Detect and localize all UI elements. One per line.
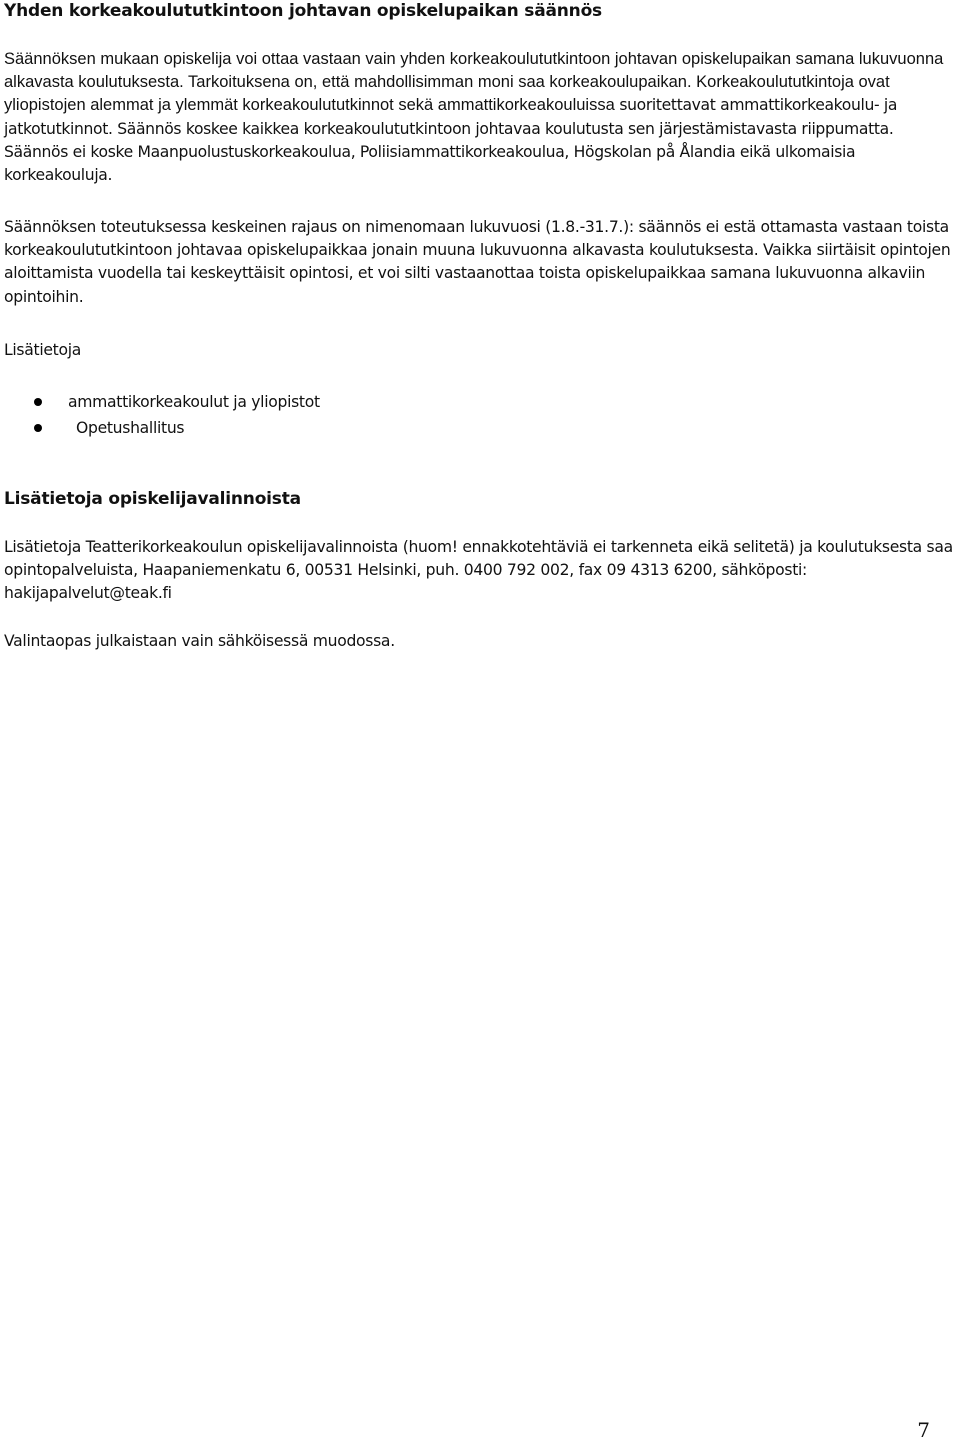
regulation-paragraph [4, 48, 954, 187]
regulation-text-intro: Säännöksen mukaan opiskelija voi ottaa vastaan vain yhden korkeakoulututkintoon johtavan opiskelupaikan samana lukuvuonna alkavasta koulutuksesta. Tarkoituksena on, että mahdollisimman moni saa korkeakoulupaikan. Korkeakoulututkintoja ovat yliopistojen alemmat ja ylemmät korkeakoulututkinnot sekä ammattikorkeakouluissa [4, 50, 944, 115]
bullet-icon [34, 398, 42, 406]
guide-note-text: Valintaopas julkaistaan vain sähköisessä muodossa. [4, 632, 395, 650]
contact-paragraph [4, 536, 954, 606]
academic-year-text: Säännöksen toteutuksessa keskeinen rajaus on nimenomaan lukuvuosi (1.8.-31.7.): säännös ei estä ottamasta vastaan toista korkeakoulututkintoon johtavaa opiskelupaikkaa jonain muuna lukuvuonna alkavasta koulutuksesta. Vaikka siirtäisit opintojen aloittamista vuodella tai keskeyttäisit opintosi, et voi silti vastaanottaa toista opiskelupaikkaa samana lukuvuonna alkaviin opintoihin. [4, 218, 951, 306]
section-heading: Lisätietoja opiskelijavalinnoista [4, 489, 301, 509]
regulation-text-exceptions: Säännös ei koske Maanpuolustuskorkeakoulua, Poliisiammattikorkeakoulua, Högskolan på Ålandia eikä ulkomaisia korkeakouluja. [4, 142, 856, 185]
guide-note-paragraph [4, 630, 954, 653]
more-info-links [0, 389, 950, 441]
regulation-text [4, 48, 954, 187]
regulation-text-scope: Säännös koskee kaikkea korkeakoulututkintoon johtavaa koulutusta sen järjestämistavasta riippumatta. [117, 119, 894, 138]
link-opetushallitus[interactable]: Opetushallitus [76, 419, 185, 437]
section-single-study-place [4, 0, 954, 22]
link-list-item[interactable] [0, 415, 950, 441]
link-list-item[interactable] [0, 389, 950, 415]
contact-text: Lisätietoja Teatterikorkeakoulun opiskelijavalinnoista (huom! ennakkotehtäviä ei tarkenneta eikä selitetä) ja koulutuksesta saa opintopalveluista, Haapaniemenkatu 6, 00531 Helsinki, puh. 0400 792 002, fax 09 4313 6200, sähköposti: hakijapalvelut@teak.fi [4, 538, 953, 603]
academic-year-paragraph [4, 216, 954, 309]
more-info-label: Lisätietoja [4, 341, 81, 359]
bullet-icon [34, 424, 42, 432]
section-heading: Yhden korkeakoulututkintoon johtavan opiskelupaikan säännös [4, 1, 602, 21]
page-number: 7 [917, 1418, 930, 1442]
section-student-selection [4, 488, 954, 510]
regulation-text-degrees: suoritettavat ammattikorkeakoulu- ja jatkotutkinnot. [4, 96, 898, 138]
more-info-label-block [4, 339, 954, 362]
link-list [0, 389, 950, 441]
link-universities[interactable]: ammattikorkeakoulut ja yliopistot [68, 393, 320, 411]
